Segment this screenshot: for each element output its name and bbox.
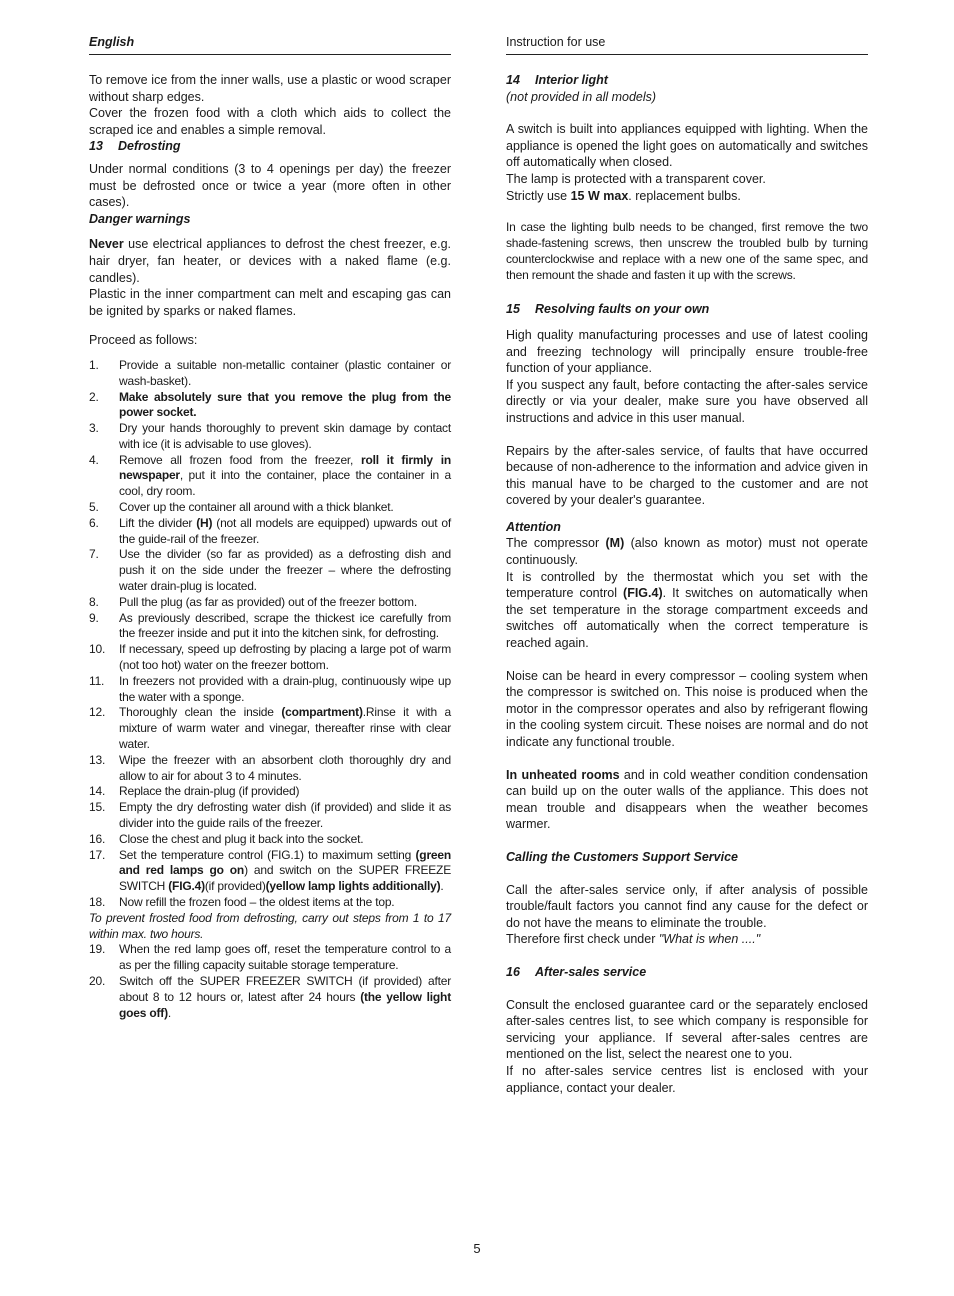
section-14-title: Interior light <box>535 73 608 87</box>
compressor-paragraph: The compressor (M) (also known as motor) must not operate continuously. <box>506 536 869 568</box>
list-item: 1. Provide a suitable non-metallic container (plastic container or wash-basket). <box>89 357 451 388</box>
contact-dealer-paragraph: If no after-sales service centres list is enclosed with your appliance, contact your dealer. <box>506 1063 868 1095</box>
suspect-fault-paragraph: If you suspect any fault, before contacting the after-sales service directly or via your dealer, make sure you have observed all instructions and advice in this user manual. <box>506 377 868 425</box>
section-15-number: 15 <box>506 302 520 317</box>
cover-paragraph: Cover the frozen food with a cloth which aids to collect the scraped ice and enables a simple removal. <box>89 106 451 137</box>
lamp-cover-paragraph: The lamp is protected with a transparent cover. <box>506 171 766 186</box>
list-item: 15. Empty the dry defrosting water dish (if provided) and slide it as divider into the guide rails of the freezer. <box>89 800 451 831</box>
unheated-rooms-paragraph: In unheated rooms and in cold weather condition condensation can build up on the outer walls of the appliance. This does not mean trouble and disappears when the weather becomes warmer. <box>506 767 868 832</box>
list-item: 9. As previously described, scrape the thickest ice carefully from the freezer inside and put it into the kitchen sink, for defrosting. <box>89 610 451 641</box>
list-item: 19. When the red lamp goes off, reset the temperature control to a as per the filling capacity suitable storage temperature. <box>89 942 451 973</box>
list-item: 6. Lift the divider (H) (not all models are equipped) upwards out of the guide-rail of the freezer. <box>89 515 451 546</box>
quality-paragraph: High quality manufacturing processes and use of latest cooling and freezing technology will principally ensure trouble-free function of your appliance. <box>506 327 868 376</box>
section-13-title: Defrosting <box>118 139 181 154</box>
right-column <box>506 34 868 1096</box>
bulb-spec-paragraph: Strictly use 15 W max. replacement bulbs. <box>506 188 741 203</box>
repairs-paragraph: Repairs by the after-sales service, of faults that have occurred because of non-adherence to the information and advice given in this manual have to be charged to the customer and are not covered by your dealer's guarantee. <box>506 443 868 508</box>
scraper-paragraph: To remove ice from the inner walls, use a plastic or wood scraper without sharp edges. <box>89 73 451 104</box>
list-item: 17. Set the temperature control (FIG.1) to maximum setting (green and red lamps go on) and switch on the SUPER FREEZE SWITCH (FIG.4)(if provided)(yellow lamp lights additionally). <box>89 847 451 894</box>
list-item: 2. Make absolutely sure that you remove the plug from the power socket. <box>89 389 451 420</box>
defrost-steps-list-continued <box>89 942 451 1021</box>
list-item: 8. Pull the plug (as far as provided) out of the freezer bottom. <box>89 594 417 609</box>
list-item: 13. Wipe the freezer with an absorbent cloth thoroughly dry and allow to air for about 3 to 4 minutes. <box>89 752 451 783</box>
calling-support-heading: Calling the Customers Support Service <box>506 849 738 864</box>
section-15-title: Resolving faults on your own <box>535 302 710 317</box>
list-item: 14. Replace the drain-plug (if provided) <box>89 784 300 799</box>
page-number: 5 <box>473 1241 481 1256</box>
bulb-change-paragraph: In case the lighting bulb needs to be changed, first remove the two shade-fastening screws, then unscrew the troubled bulb by turning counterclockwise and replace with a new one of the same spec, and then remount the shade and fasten it up with the screws. <box>506 220 868 282</box>
language-header: English <box>89 34 451 55</box>
section-13-number: 13 <box>89 139 103 154</box>
light-switch-paragraph: A switch is built into appliances equipped with lighting. When the appliance is opened the light goes on automatically and switches off automatically when closed. <box>506 122 868 170</box>
check-first-paragraph: Therefore first check under "What is when ...." <box>506 932 761 947</box>
section-13-heading <box>89 138 451 155</box>
list-item: 10. If necessary, speed up defrosting by placing a large pot of warm (not too hot) water on the freezer bottom. <box>89 642 451 673</box>
list-item: 16. Close the chest and plug it back into the socket. <box>89 831 364 846</box>
call-service-paragraph: Call the after-sales service only, if after analysis of possible trouble/fault factors you cannot find any cause for the defect or do not have the means to eliminate the trouble. <box>506 882 868 930</box>
list-item: 3. Dry your hands thoroughly to prevent skin damage by contact with ice (it is advisable to use gloves). <box>89 421 451 451</box>
instruction-header: Instruction for use <box>506 34 868 55</box>
section-14-heading <box>506 72 868 89</box>
proceed-paragraph: Proceed as follows: <box>89 333 198 348</box>
section-16-title: After-sales service <box>535 964 647 979</box>
never-paragraph <box>89 236 451 286</box>
list-item: 18. Now refill the frozen food – the oldest items at the top. <box>89 895 395 909</box>
list-item: 11. In freezers not provided with a drain-plug, continuously wipe up the water with a sponge. <box>89 673 451 704</box>
left-column <box>89 34 451 1021</box>
danger-warnings-heading: Danger warnings <box>89 211 191 226</box>
never-bold: Never <box>89 237 124 252</box>
list-item: 4. Remove all frozen food from the freezer, roll it firmly in newspaper, put it into the container, place the container in a cool, dry room. <box>89 452 451 499</box>
noise-paragraph: Noise can be heard in every compressor – cooling system when the compressor is switched on. This noise is produced when the motor in the compressor operates and also by refrigerant flowing in the cooling system circuit. These noises are normal and do not indicate any functional trouble. <box>506 668 868 749</box>
defrost-frequency-paragraph: Under normal conditions (3 to 4 openings per day) the freezer must be defrosted once or twice a year (more often in other cases). <box>89 161 451 210</box>
section-14-subtitle: (not provided in all models) <box>506 89 657 104</box>
section-16-heading <box>506 964 868 981</box>
italic-note: To prevent frosted food from defrosting, carry out steps from 1 to 17 within max. two hours. <box>89 910 451 941</box>
defrost-steps-list <box>89 358 451 911</box>
thermostat-paragraph: It is controlled by the thermostat which you set with the temperature control (FIG.4). It switches on automatically when the set temperature in the storage compartment exceeds and switches off automatically when the correct temperature is reached again. <box>506 569 868 651</box>
plastic-paragraph: Plastic in the inner compartment can melt and escaping gas can be ignited by sparks or naked flames. <box>89 287 451 318</box>
attention-heading: Attention <box>506 519 561 534</box>
never-rest: use electrical appliances to defrost the chest freezer, e.g. hair dryer, fan heater, or devices with a naked flame (e.g. candles). <box>89 237 451 285</box>
list-item: 12. Thoroughly clean the inside (compartment).Rinse it with a mixture of warm water and vinegar, thereafter rinse with clear water. <box>89 705 451 752</box>
list-item: 5. Cover up the container all around with a thick blanket. <box>89 500 394 515</box>
section-15-heading <box>506 301 868 318</box>
list-item: 7. Use the divider (so far as provided) as a defrosting dish and push it on the side under the freezer – where the defrosting water drain-plug is located. <box>89 547 451 594</box>
guarantee-card-paragraph: Consult the enclosed guarantee card or the separately enclosed after-sales centres list, to see which company is responsible for servicing your appliance. If several after-sales centres are mentioned on the list, select the nearest one to you. <box>506 997 868 1062</box>
list-item: 20. Switch off the SUPER FREEZER SWITCH (if provided) after about 8 to 12 hours or, latest after 24 hours (the yellow light goes off). <box>89 973 451 1020</box>
section-16-number: 16 <box>506 964 520 979</box>
section-14-number: 14 <box>506 73 520 87</box>
